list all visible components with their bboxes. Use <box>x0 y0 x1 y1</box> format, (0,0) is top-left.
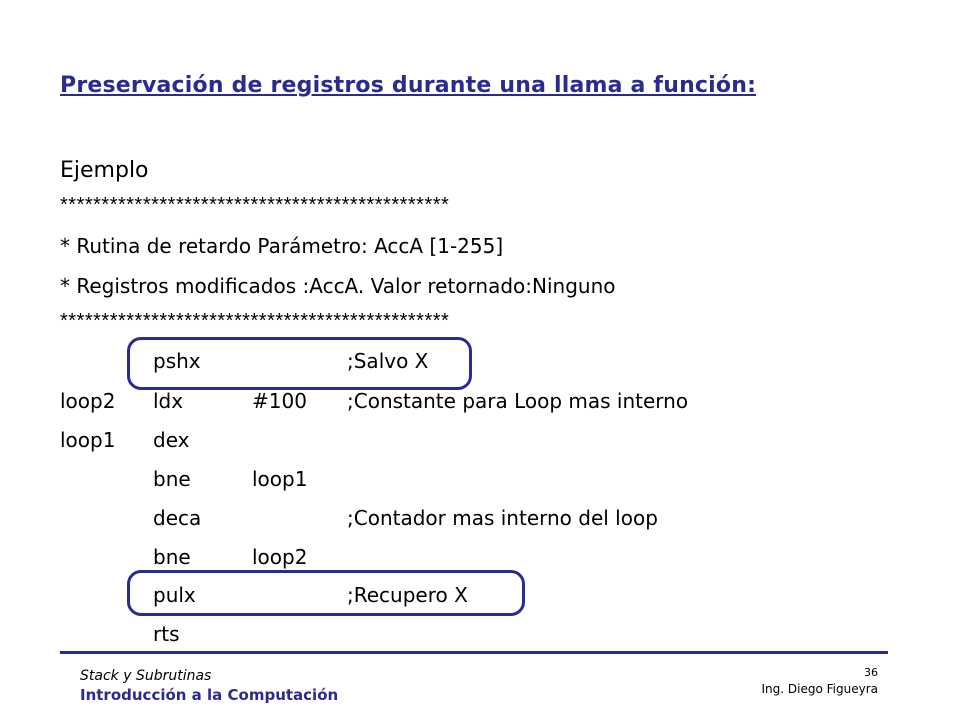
code-operand: #100 <box>252 389 307 413</box>
code-opcode: pulx <box>153 583 196 607</box>
code-line <box>0 389 960 425</box>
footer-course: Introducción a la Computación <box>80 686 339 704</box>
code-opcode: ldx <box>153 389 184 413</box>
code-line <box>0 467 960 503</box>
code-opcode: bne <box>153 545 191 569</box>
code-comment: ;Salvo X <box>347 349 429 373</box>
routine-description: * Rutina de retardo Parámetro: AccA [1-255] <box>60 234 504 258</box>
highlight-box-pulx <box>127 570 525 616</box>
example-heading: Ejemplo <box>60 158 149 183</box>
code-line <box>0 506 960 542</box>
code-comment: ;Constante para Loop mas interno <box>347 389 689 413</box>
code-operand: loop2 <box>252 545 308 569</box>
footer-divider <box>60 651 888 654</box>
code-label: loop1 <box>60 428 116 452</box>
asterisk-divider-top: *********************************************** <box>60 194 450 216</box>
code-opcode: dex <box>153 428 190 452</box>
code-comment: ;Recupero X <box>347 583 468 607</box>
asterisk-divider-bottom: *********************************************** <box>60 310 450 332</box>
code-line <box>0 428 960 464</box>
code-operand: loop1 <box>252 467 308 491</box>
modified-registers-note: * Registros modificados :AccA. Valor retornado:Ninguno <box>60 274 616 298</box>
code-comment: ;Contador mas interno del loop <box>347 506 658 530</box>
footer-author: Ing. Diego Figueyra <box>761 682 878 696</box>
slide-title: Preservación de registros durante una llama a función: <box>60 73 757 98</box>
code-opcode: bne <box>153 467 191 491</box>
page-number: 36 <box>864 666 878 679</box>
code-label: loop2 <box>60 389 116 413</box>
code-opcode: pshx <box>153 349 201 373</box>
highlight-box-pshx <box>127 337 472 390</box>
code-opcode: deca <box>153 506 202 530</box>
code-opcode: rts <box>153 622 180 646</box>
footer-topic: Stack y Subrutinas <box>80 668 212 684</box>
